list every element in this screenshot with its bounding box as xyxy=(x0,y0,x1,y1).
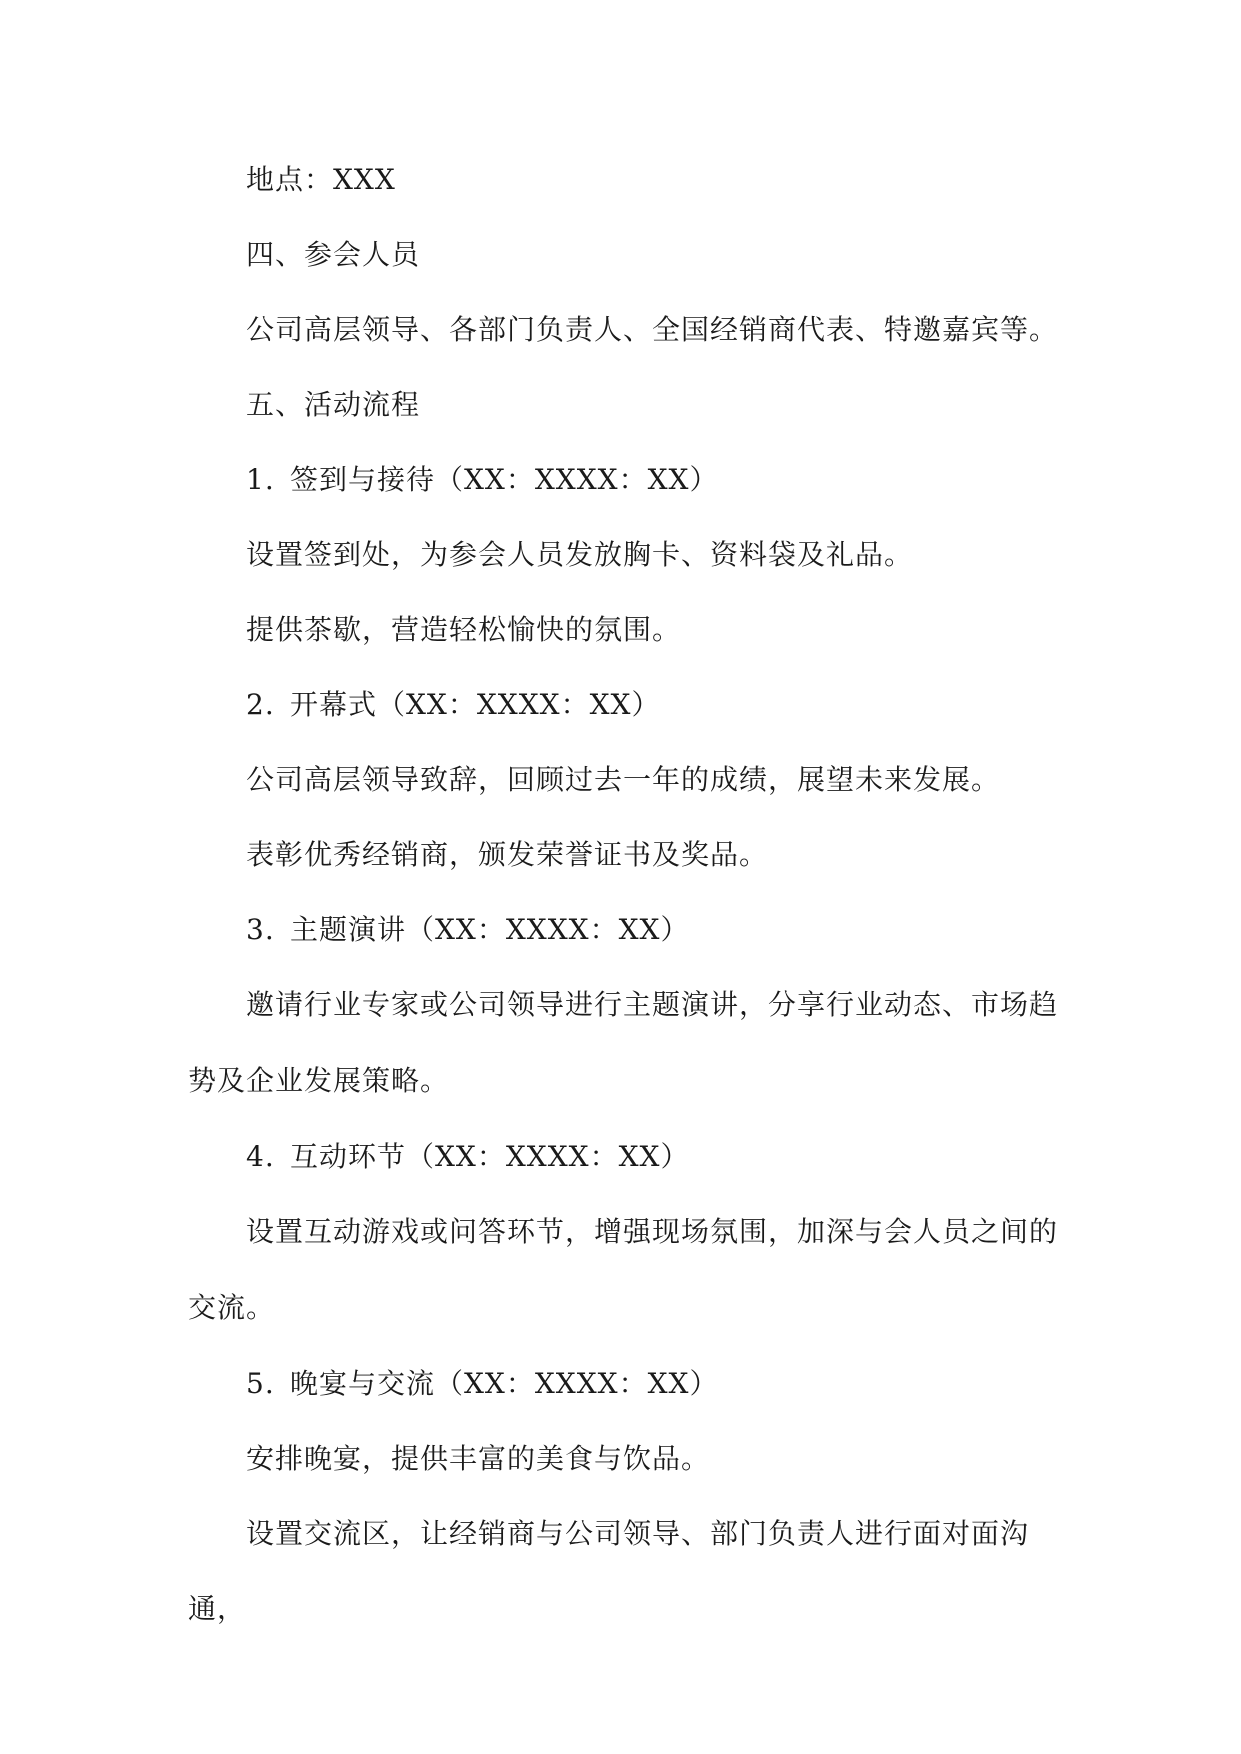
step-number: 4. xyxy=(246,1140,275,1173)
section-heading-attendees: 四、参会人员 xyxy=(246,238,421,271)
step-number: 3. xyxy=(246,913,275,946)
step-1-line-1: 设置签到处，为参会人员发放胸卡、资料袋及礼品。 xyxy=(246,538,914,571)
step-2-line-1: 公司高层领导致辞，回顾过去一年的成绩，展望未来发展。 xyxy=(246,763,1001,796)
step-5-line-2: 设置交流区，让经销商与公司领导、部门负责人进行面对面沟通， xyxy=(188,1517,1030,1625)
step-title: 开幕式（XX：XXXX：XX） xyxy=(290,688,661,721)
step-number: 1. xyxy=(246,463,275,496)
step-1-line-2: 提供茶歇，营造轻松愉快的氛围。 xyxy=(246,613,682,646)
section-heading-schedule: 五、活动流程 xyxy=(246,388,421,421)
step-title: 主题演讲（XX：XXXX：XX） xyxy=(290,913,690,946)
step-heading-5 xyxy=(188,1346,1058,1421)
step-title: 晚宴与交流（XX：XXXX：XX） xyxy=(290,1367,719,1400)
step-heading-1 xyxy=(188,442,1058,517)
step-heading-3 xyxy=(188,892,1058,967)
document-body xyxy=(188,142,1058,1646)
step-heading-4 xyxy=(188,1119,1058,1194)
step-number: 2. xyxy=(246,688,275,721)
step-3-line-1: 邀请行业专家或公司领导进行主题演讲，分享行业动态、市场趋势及企业发展策略。 xyxy=(188,988,1059,1097)
step-5-line-1: 安排晚宴，提供丰富的美食与饮品。 xyxy=(246,1442,711,1475)
attendees-text: 公司高层领导、各部门负责人、全国经销商代表、特邀嘉宾等。 xyxy=(246,313,1059,346)
location-line: 地点：XXX xyxy=(246,163,396,196)
step-heading-2 xyxy=(188,667,1058,742)
step-title: 互动环节（XX：XXXX：XX） xyxy=(290,1140,690,1173)
step-number: 5. xyxy=(246,1367,275,1400)
step-title: 签到与接待（XX：XXXX：XX） xyxy=(290,463,719,496)
step-4-line-1: 设置互动游戏或问答环节，增强现场氛围，加深与会人员之间的交流。 xyxy=(188,1215,1059,1324)
step-2-line-2: 表彰优秀经销商，颁发荣誉证书及奖品。 xyxy=(246,838,769,871)
